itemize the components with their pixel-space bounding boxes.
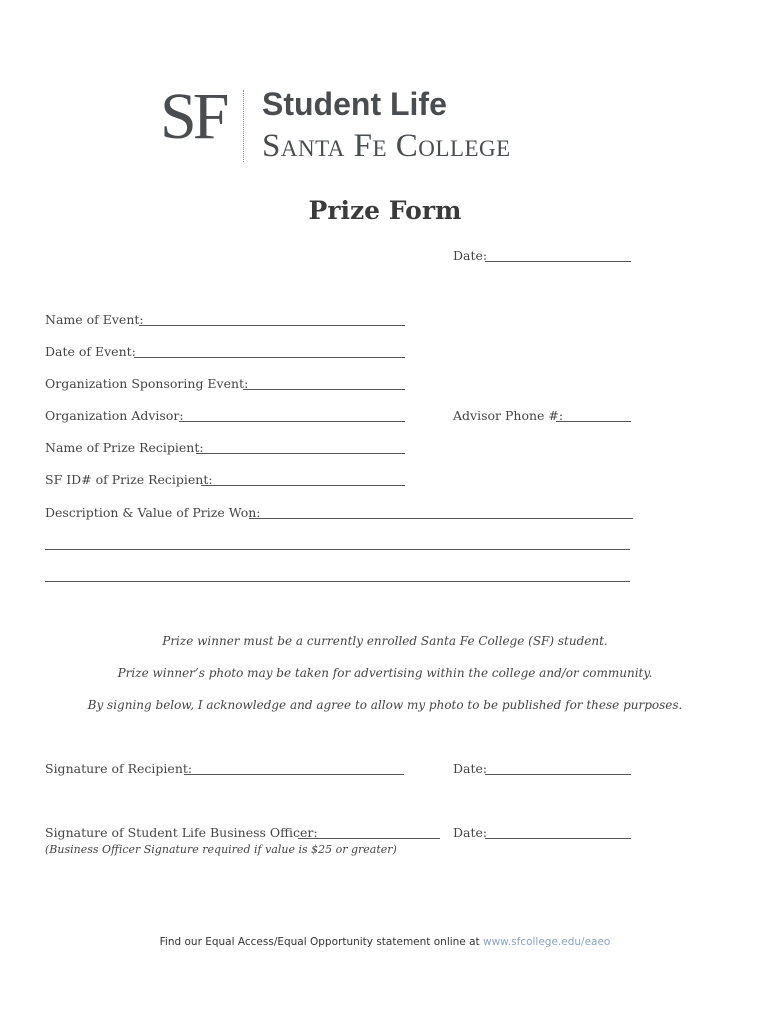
recipient-id-label: SF ID# of Prize Recipient:: [45, 472, 213, 487]
date-label: Date:: [453, 248, 488, 263]
footer-text: Find our Equal Access/Equal Opportunity statement online at: [159, 936, 480, 948]
event-date-field[interactable]: [134, 357, 405, 358]
officer-date-label: Date:: [453, 825, 488, 840]
logo-college-name: Santa Fe College: [262, 128, 511, 164]
event-name-field[interactable]: [139, 325, 405, 326]
prize-description-label: Description & Value of Prize Won:: [45, 505, 261, 520]
prize-description-field[interactable]: [249, 518, 633, 519]
recipient-date-label: Date:: [453, 761, 488, 776]
sponsoring-org-label: Organization Sponsoring Event:: [45, 376, 249, 391]
advisor-phone-field[interactable]: [556, 421, 631, 422]
recipient-date-field[interactable]: [485, 774, 631, 775]
officer-signature-label: Signature of Student Life Business Officer:: [45, 825, 318, 840]
logo-initials: SF: [160, 80, 226, 153]
logo-student-life: Student Life: [262, 86, 447, 122]
logo-divider: [243, 90, 244, 162]
advisor-field[interactable]: [179, 421, 405, 422]
event-date-label: Date of Event:: [45, 344, 136, 359]
footer-statement: [0, 936, 770, 948]
sponsoring-org-field[interactable]: [243, 389, 405, 390]
footer-link[interactable]: www.sfcollege.edu/eaeo: [483, 936, 611, 948]
recipient-name-field[interactable]: [196, 453, 405, 454]
officer-date-field[interactable]: [485, 838, 631, 839]
date-field[interactable]: [485, 261, 631, 262]
recipient-signature-field[interactable]: [184, 774, 404, 775]
advisor-phone-label: Advisor Phone #:: [453, 408, 564, 423]
notice-consent: By signing below, I acknowledge and agree to allow my photo to be published for these purposes.: [87, 698, 683, 712]
notice-enrollment: Prize winner must be a currently enrolled Santa Fe College (SF) student.: [162, 634, 608, 648]
notice-photo: Prize winner’s photo may be taken for advertising within the college and/or community.: [117, 666, 653, 680]
recipient-signature-label: Signature of Recipient:: [45, 761, 193, 776]
recipient-name-label: Name of Prize Recipient:: [45, 440, 204, 455]
officer-signature-field[interactable]: [298, 838, 440, 839]
officer-signature-note: (Business Officer Signature required if value is $25 or greater): [45, 843, 397, 856]
advisor-label: Organization Advisor:: [45, 408, 184, 423]
page-title: Prize Form: [308, 196, 462, 225]
recipient-id-field[interactable]: [201, 485, 405, 486]
event-name-label: Name of Event:: [45, 312, 144, 327]
prize-description-line-2[interactable]: [45, 549, 630, 550]
prize-description-line-3[interactable]: [45, 581, 630, 582]
